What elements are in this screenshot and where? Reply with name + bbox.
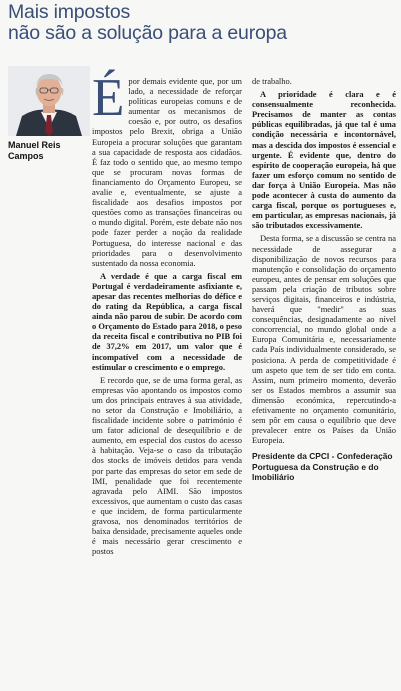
- paragraph-4: A prioridade é clara e é consensualmente reconhecida. Precisamos de manter as contas públicas equilibradas, já que tal é uma condição necessária e incontornável, mas a descida dos impostos é essencial e urgente. É evidente que, dentro do espírito de cooperação europeia, há que fazer um esforço comum no sentido de dar força à União Europeia. Mas não pode acontecer à custa do aumento da carga fiscal, porque os portugueses e, em particular, as empresas nacionais, já são tributados excessivamente.: [252, 89, 396, 231]
- author-photo: [8, 66, 90, 136]
- paragraph-3-continued: de trabalho.: [252, 76, 292, 86]
- article-column-1: [92, 69, 242, 559]
- author-name: [8, 140, 93, 162]
- article-title: [8, 2, 398, 44]
- paragraph-5: Desta forma, se a discussão se centra na necessidade de assegurar a disponibilização de novos recursos para manutenção e consolidação do orçamento europeu, antes de pensar em soluções que passam pela criação de tributos sobre serviços digitais, financeiros e indústria, haverá que "medir" as suas consequências, designadamente ao nível concorrencial, no mundo global onde a Europa Comunitária e, necessariamente cada País individualmente considerado, se posiciona. A perda de competitividade é um aspeto que tem de ser tido em conta. Assim, num primeiro momento, deverão ser os Estados membros a assumir sua dimensão económica, repercutindo-a efetivamente no orçamento comunitário, sem pôr em causa o equilíbrio que deve prevalecer entre os Países da União Europeia.: [252, 233, 396, 446]
- paragraph-3: E recordo que, se de uma forma geral, as empresas vão apontando os impostos como um dos principais entraves à sua atividade, no setor da Construção e Imobiliário, a fiscalidade incidente sobre o património é um fator adicional de desequilíbrio e de aumento, em especial dos custos do acesso à habitação. Veja-se o caso da tributação dos stocks de imóveis detidos para venda por parte das empresas do setor em sede de IMI, penalidade que foi recentemente agravada pelo AIMI. São impostos excessivos, que aumentam o custo das casas e que incidem, de forma particularmente gravosa, nos denominados territórios de baixa densidade, precisamente aqueles onde é mais necessário gerar crescimento e postos: [92, 374, 242, 557]
- paragraph-1-text: por demais evidente que, por um lado, a necessidade de reforçar políticas europeias comuns e de aumentar os mecanismos de coesão e, por outro, os desafios impostos pelo Brexit, obriga a União Europeia a procurar soluções que garantam a sua capacidade de resposta aos cidadãos. É faz todo o sentido que, ao mesmo tempo que se procuram novas formas de financiamento do Orçamento Europeu, se avalie e, eventualmente, se ajuste a fiscalidade aos desafios impostos por questões como as transações financeiras ou o mundo digital. Porém, este debate não nos pode fazer perder a noção da realidade Portuguesa, do interesse nacional e das prioridades para o desenvolvimento sustentado da nossa economia.: [92, 76, 242, 268]
- title-line-1: Mais impostos: [8, 1, 131, 23]
- title-line-2: não são a solução para a europa: [8, 22, 287, 44]
- author-name-line-1: Manuel Reis: [8, 140, 61, 150]
- article-column-2: [252, 76, 396, 485]
- drop-cap: É: [92, 69, 125, 127]
- author-signature: Presidente da CPCI - Confederação Portuguesa da Construção e do Imobiliário: [252, 451, 393, 482]
- author-photo-illustration: [8, 66, 90, 136]
- paragraph-2: A verdade é que a carga fiscal em Portugal é verdadeiramente asfixiante e, apesar das recentes melhorias do défice e do rating da República, a carga fiscal ainda não parou de subir. De acordo com o Orçamento do Estado para 2018, o peso da receita fiscal e contributiva no PIB foi de 37,2% em 2017, um valor que é incompatível com a necessidade de estimular o crescimento e o emprego.: [92, 270, 242, 372]
- author-name-line-2: Campos: [8, 151, 44, 161]
- paragraph-1: [92, 69, 242, 268]
